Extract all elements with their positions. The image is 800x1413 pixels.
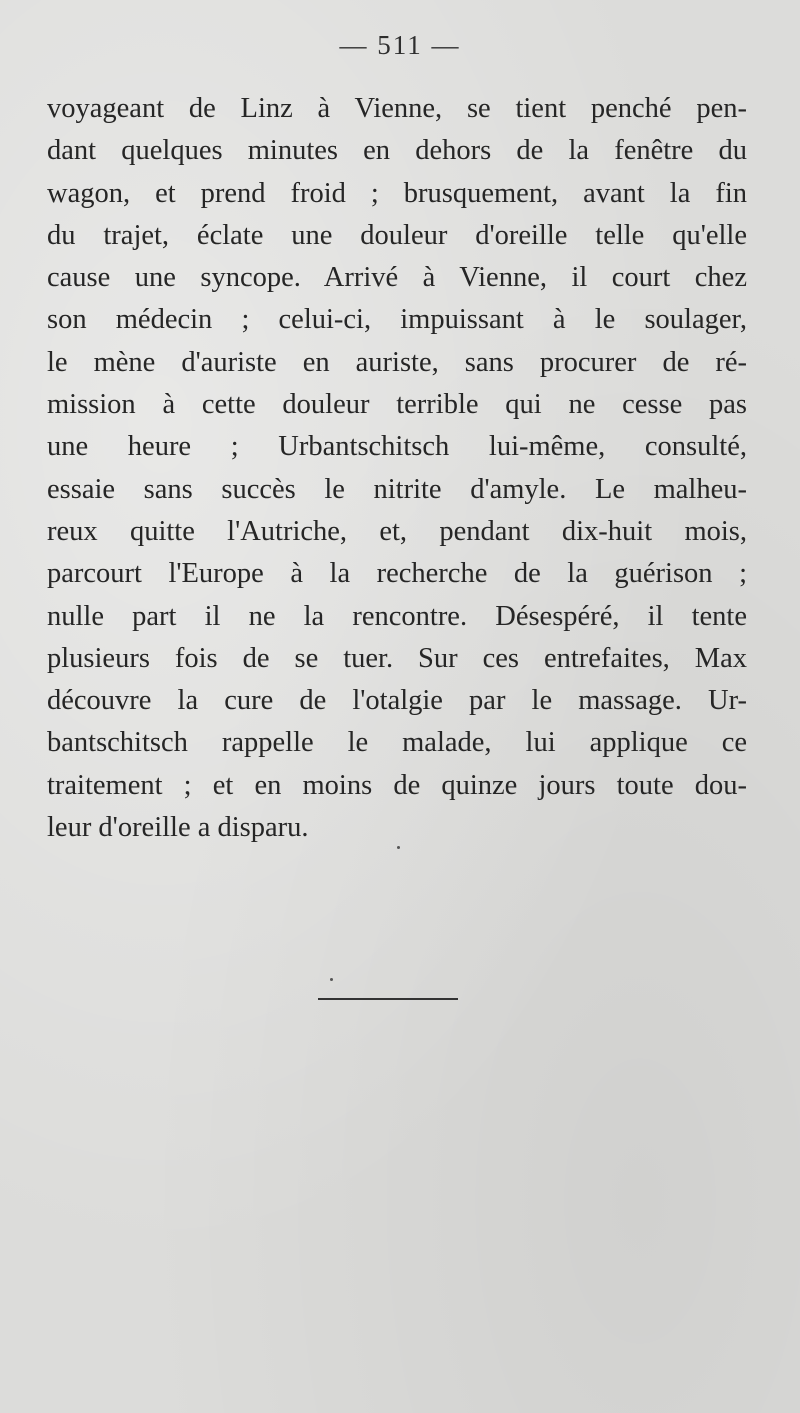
ink-speck: [397, 846, 400, 849]
page-number: — 511 —: [339, 30, 461, 60]
text-line: bantschitsch rappelle le malade, lui applique ce: [47, 727, 747, 759]
text-line: une heure ; Urbantschitsch lui-même, consulté,: [47, 431, 747, 463]
text-line: mission à cette douleur terrible qui ne cesse pas: [47, 389, 747, 421]
text-line: du trajet, éclate une douleur d'oreille telle qu'elle: [47, 219, 747, 251]
text-line: parcourt l'Europe à la recherche de la guérison ;: [47, 558, 747, 590]
text-line: essaie sans succès le nitrite d'amyle. Le malheu-: [47, 473, 747, 505]
text-line: leur d'oreille a disparu.: [47, 812, 309, 844]
text-line: dant quelques minutes en dehors de la fenêtre du: [47, 135, 747, 167]
text-line: wagon, et prend froid ; brusquement, avant la fin: [47, 177, 747, 209]
text-line: reux quitte l'Autriche, et, pendant dix-huit mois,: [47, 515, 747, 547]
text-line: le mène d'auriste en auriste, sans procurer de ré-: [47, 346, 747, 378]
end-rule: [318, 998, 458, 1000]
body-paragraph: [47, 88, 747, 849]
text-line: traitement ; et en moins de quinze jours toute dou-: [47, 769, 747, 801]
ink-speck: [330, 978, 333, 981]
text-line: son médecin ; celui-ci, impuissant à le soulager,: [47, 304, 747, 336]
text-line: cause une syncope. Arrivé à Vienne, il court chez: [47, 262, 747, 294]
text-line: voyageant de Linz à Vienne, se tient penché pen-: [47, 93, 747, 124]
text-line: nulle part il ne la rencontre. Désespéré, il tente: [47, 600, 747, 632]
text-line: découvre la cure de l'otalgie par le massage. Ur-: [47, 685, 747, 717]
text-line: plusieurs fois de se tuer. Sur ces entrefaites, Max: [47, 642, 747, 674]
